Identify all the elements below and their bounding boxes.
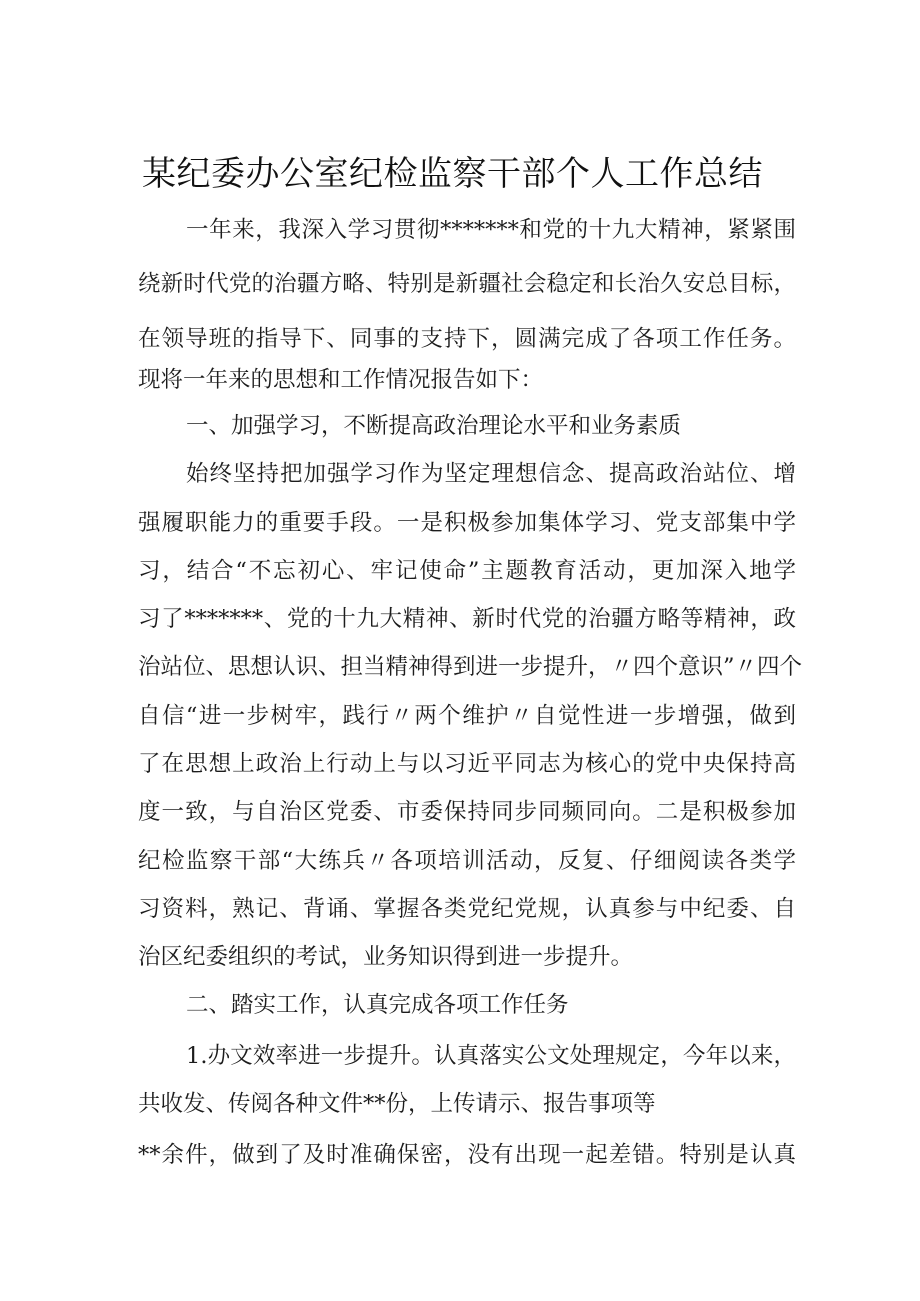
- paragraph-line: 治站位、思想认识、担当精神得到进一步提升，〃四个意识”〃四个: [138, 654, 803, 680]
- paragraph-line: 度一致，与自治区党委、市委保持同步同频同向。二是积极参加: [138, 799, 796, 825]
- paragraph-line: 一年来，我深入学习贯彻*******和党的十九大精神，紧紧围: [186, 217, 796, 243]
- section-heading: 二、踏实工作，认真完成各项工作任务: [186, 992, 569, 1018]
- section-heading: 一、加强学习，不断提高政治理论水平和业务素质: [186, 413, 682, 439]
- paragraph-line: 习资料，熟记、背诵、掌握各类党纪党规，认真参与中纪委、自: [138, 896, 796, 922]
- paragraph-line: 习，结合“不忘初心、牢记使命”主题教育活动，更加深入地学: [138, 558, 796, 584]
- paragraph-line: 在领导班的指导下、同事的支持下，圆满完成了各项工作任务。: [138, 326, 796, 352]
- paragraph-line: 习了*******、党的十九大精神、新时代党的治疆方略等精神，政: [138, 606, 796, 632]
- paragraph-line: 了在思想上政治上行动上与以习近平同志为核心的党中央保持高: [138, 751, 796, 777]
- paragraph-line: 强履职能力的重要手段。一是积极参加集体学习、党支部集中学: [138, 510, 796, 536]
- paragraph-line: 1.办文效率进一步提升。认真落实公文处理规定，今年以来，: [186, 1043, 796, 1069]
- paragraph-line: **余件，做到了及时准确保密，没有出现一起差错。特别是认真: [138, 1142, 796, 1168]
- paragraph-line: 纪检监察干部“大练兵〃各项培训活动，反复、仔细阅读各类学: [138, 848, 796, 874]
- document-title: 某纪委办公室纪检监察干部个人工作总结: [142, 154, 763, 194]
- paragraph-line: 治区纪委组织的考试，业务知识得到进一步提升。: [138, 944, 634, 970]
- paragraph-line: 现将一年来的思想和工作情况报告如下：: [138, 367, 544, 393]
- paragraph-line: 绕新时代党的治疆方略、特别是新疆社会稳定和长治久安总目标，: [138, 271, 796, 297]
- paragraph-line: 自信“进一步树牢，践行〃两个维护〃自觉性进一步增强，做到: [138, 703, 796, 729]
- paragraph-line: 始终坚持把加强学习作为坚定理想信念、提高政治站位、增: [186, 461, 796, 487]
- paragraph-line: 共收发、传阅各种文件**份，上传请示、报告事项等: [138, 1091, 656, 1117]
